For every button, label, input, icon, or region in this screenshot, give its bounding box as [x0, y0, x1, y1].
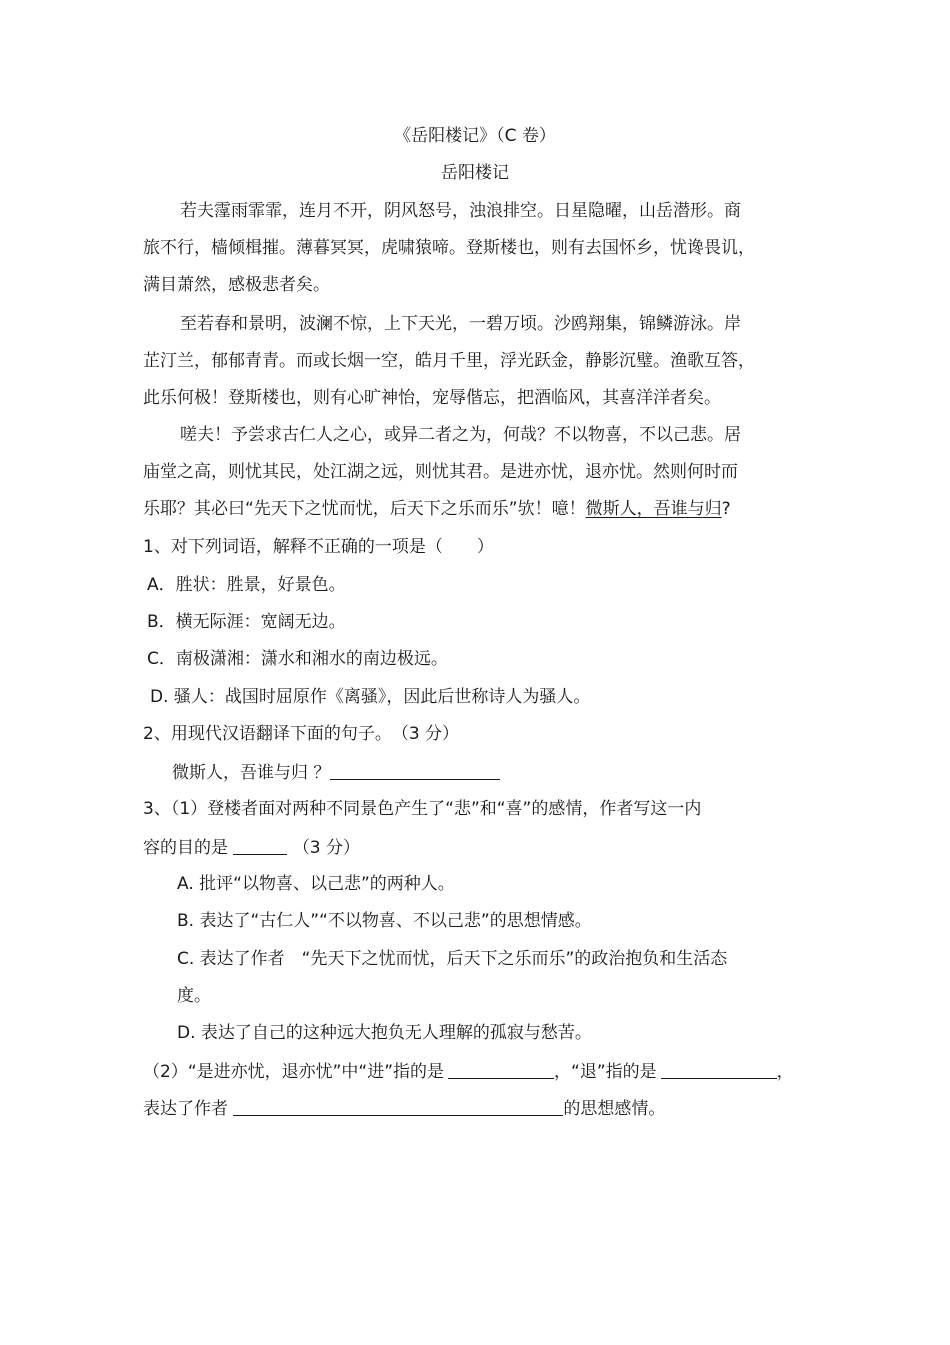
option-b: B. 表达了“古仁人”“不以物喜、不以己悲”的思想情感。 — [177, 911, 592, 931]
stem-text: 容的目的是 — [143, 838, 228, 858]
stem-text: ，“退”指的是 — [554, 1062, 657, 1082]
option-b: B．横无际涯：宽阔无边。 — [147, 612, 346, 632]
question-stem — [143, 836, 360, 858]
stem-text: （3 分） — [292, 838, 361, 858]
passage-line: 此乐何极！登斯楼也，则有心旷神怡，宠辱偕忘，把酒临风，其喜洋洋者矣。 — [143, 388, 721, 408]
question-stem: 3、（1）登楼者面对两种不同景色产生了“悲”和“喜”的感情，作者写这一内 — [143, 799, 702, 819]
option-c: C. 表达了作者 “先天下之忧而忧，后天下之乐而乐”的政治抱负和生活态 — [177, 949, 728, 969]
stem-text: 的思想感情。 — [563, 1099, 666, 1119]
stem-text: ， — [776, 1062, 794, 1082]
passage-line: 芷汀兰，郁郁青青。而或长烟一空，皓月千里，浮光跃金，静影沉璧。渔歌互答， — [143, 351, 755, 371]
passage-text: ? — [721, 499, 731, 519]
option-a: A．胜状：胜景，好景色。 — [147, 575, 346, 595]
question-stem: 1、对下列词语，解释不正确的一项是（ ） — [143, 537, 494, 557]
passage-line: 满目萧然，感极悲者矣。 — [143, 275, 330, 295]
question-3-part-2 — [143, 1060, 794, 1082]
passage-line — [143, 498, 731, 520]
sentence-text: 微斯人，吾谁与归 ？ — [172, 763, 331, 783]
answer-blank[interactable] — [448, 1060, 554, 1079]
option-d: D. 表达了自己的这种远大抱负无人理解的孤寂与愁苦。 — [177, 1023, 592, 1043]
passage-line: 至若春和景明，波澜不惊，上下天光，一碧万顷。沙鸥翔集，锦鳞游泳。岸 — [180, 314, 741, 334]
passage-line: 旅不行，樯倾楫摧。薄暮冥冥，虎啸猿啼。登斯楼也，则有去国怀乡，忧谗畏讥， — [143, 238, 755, 258]
answer-blank[interactable] — [233, 1097, 563, 1116]
answer-blank[interactable] — [330, 761, 500, 780]
option-d: D. 骚人：战国时屈原作《离骚》，因此后世称诗人为骚人。 — [150, 687, 591, 707]
translation-line — [172, 761, 500, 783]
passage-line: 嗟夫！予尝求古仁人之心，或异二者之为，何哉？不以物喜，不以己悲。居 — [180, 425, 741, 445]
underlined-sentence: 微斯人，吾谁与归 — [585, 499, 722, 519]
passage-line: 庙堂之高，则忧其民，处江湖之远，则忧其君。是进亦忧，退亦忧。然则何时而 — [143, 462, 738, 482]
passage-text: 乐耶？其必曰“先天下之忧而忧，后天下之乐而乐”欤！噫！ — [143, 499, 586, 519]
passage-title: 岳阳楼记 — [441, 163, 509, 183]
question-3-part-2 — [143, 1097, 665, 1119]
answer-blank[interactable] — [233, 836, 287, 855]
passage-line: 若夫霪雨霏霏，连月不开，阴风怒号，浊浪排空。日星隐曜，山岳潜形。商 — [180, 201, 741, 221]
option-a: A. 批评“以物喜、以己悲”的两种人。 — [177, 874, 455, 894]
stem-text: 表达了作者 — [143, 1099, 228, 1119]
option-c-continued: 度。 — [177, 986, 211, 1006]
option-c: C．南极潇湘：潇水和湘水的南边极远。 — [147, 649, 448, 669]
answer-blank[interactable] — [661, 1060, 777, 1079]
question-stem: 2、用现代汉语翻译下面的句子。 （3 分） — [143, 724, 460, 744]
stem-text: （2）“是进亦忧，退亦忧”中“进”指的是 — [143, 1062, 445, 1082]
page-title: 《岳阳楼记》（C 卷） — [394, 126, 556, 146]
